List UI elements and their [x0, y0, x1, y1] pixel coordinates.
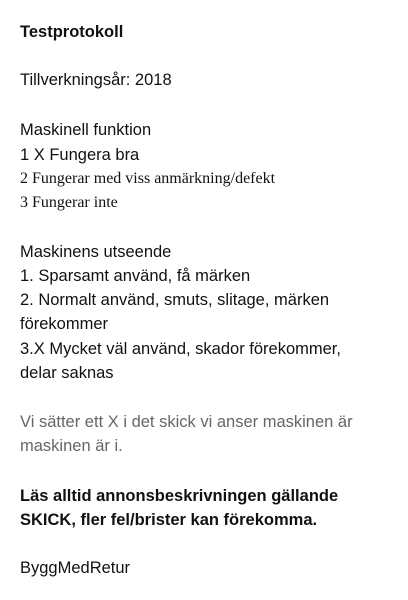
function-heading: Maskinell funktion	[20, 121, 152, 139]
appearance-line-2: 2. Normalt använd, smuts, slitage, märken	[20, 291, 330, 309]
function-option-1: 1 X Fungera bra	[20, 146, 140, 164]
appearance-line-1: 1. Sparsamt använd, få märken	[20, 267, 251, 285]
appearance-heading: Maskinens utseende	[20, 243, 172, 261]
function-option-2: 2 Fungerar med viss anmärkning/defekt	[20, 170, 276, 187]
warning-line-1: Läs alltid annonsbeskrivningen gällande	[20, 487, 339, 505]
manufacture-year: Tillverkningsår: 2018	[20, 71, 172, 89]
appearance-line-4: 3.X Mycket väl använd, skador förekommer,	[20, 340, 341, 358]
appearance-line-5: delar saknas	[20, 364, 114, 382]
document-title: Testprotokoll	[20, 23, 124, 41]
function-option-3: 3 Fungerar inte	[20, 194, 118, 211]
note-line-1: Vi sätter ett X i det skick vi anser maskinen är	[20, 413, 353, 431]
signature: ByggMedRetur	[20, 559, 131, 577]
note-line-2: maskinen är i.	[20, 437, 123, 455]
appearance-line-3: förekommer	[20, 315, 109, 333]
warning-line-2: SKICK, fler fel/brister kan förekomma.	[20, 511, 318, 529]
